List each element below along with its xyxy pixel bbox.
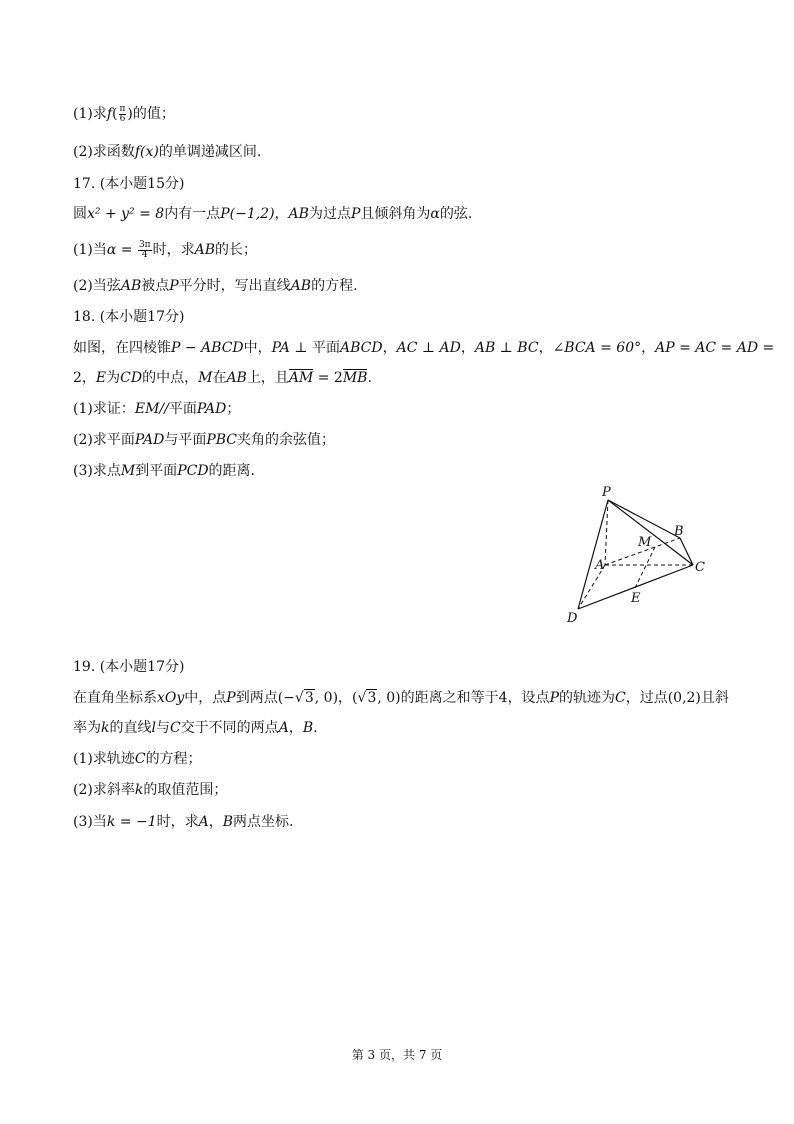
q19-l2-b2: B [302,720,314,736]
q17-circle-equation: x² + y² = 8 [87,206,165,222]
q18-l2-ab: AB [226,370,247,386]
q17-stem-f: 的弦. [439,206,473,222]
q18-part1-c: ； [226,401,241,417]
q17-stem-b: 内有一点 [164,206,221,222]
q18-part3-pcd: PCD [177,463,209,479]
q18-stem-line2 [73,368,372,388]
q17-part1-alpha: α = [106,242,137,258]
q19-l1-g: 的轨迹为 [558,690,615,706]
q18-part2-a: (2)求平面 [73,432,135,448]
q18-l1-b: 中， [243,340,272,356]
q16-part1: (1)求f( $\frac{\pi}{6}$ )的值； [73,103,175,124]
q18-l1-angle: ∠BCA = 60° [552,340,642,356]
q17-alpha: α [430,206,440,222]
q18-part2-pbc: PBC [206,432,238,448]
q18-l2-e: E [95,370,107,386]
label-a: A [595,558,605,573]
q18-l2-b: 为 [106,370,121,386]
q18-part1-pad: PAD [196,401,227,417]
q19-l1-pt2a: ( [352,690,358,706]
q17-stem [73,204,472,224]
q19-l1-c: 到两点 [235,690,278,706]
q16-part2-text: (2)求函数 [73,144,135,160]
q18-vector-am: AM [288,370,314,386]
q19-part3-a: (3)当 [73,814,107,830]
q19-part1-c: C [134,751,146,767]
q19-l1-c2: C [614,690,626,706]
edge-pb [608,500,680,538]
q19-l1-pt2b: , 0) [377,690,401,706]
q18-part2-b: 与平面 [164,432,207,448]
q16-part1-func: f [106,106,113,122]
q17-part2-b: 被点 [141,278,170,294]
q16-frac-den: 6 [119,113,126,124]
q19-l1-xoy: xOy [157,690,185,706]
q18-part2 [73,430,335,450]
label-c: C [695,560,705,575]
q19-part3-c: ， [208,814,223,830]
q19-part3-k: k = −1 [106,814,157,830]
q18-l2-g: . [367,370,372,386]
q17-point-p: P(−1,2) [220,206,275,222]
q16-part2-func: f(x) [134,144,159,160]
q18-part3-c: 的距离. [208,463,255,479]
q19-l2-l: l [151,720,156,736]
q18-l1-e: ， [460,340,475,356]
q18-l2-m: M [198,370,213,386]
q18-part3 [73,461,255,481]
q16-part2 [73,142,261,162]
q19-part1 [73,749,202,769]
q19-part2-k: k [134,782,144,798]
pyramid-figure [555,480,715,630]
q18-vector-mb: MB [342,370,368,386]
q18-header: 18. (本小题17分) [73,309,185,325]
q19-l2-a2: A [278,720,289,736]
q19-l2-e: ， [288,720,303,736]
q19-l1-f: ，设点 [507,690,550,706]
q19-l1-p: P [226,690,236,706]
q17-chord-ab: AB [288,206,309,222]
q18-l1-f: ， [538,340,553,356]
q17-part1-a: (1)当 [73,242,107,258]
q17-stem-e: 且倾斜角为 [360,206,431,222]
q18-part1-a: (1)求证： [73,401,135,417]
q18-part2-c: 夹角的余弦值； [237,432,336,448]
q18-part1-b: 平面 [168,401,197,417]
label-p: P [602,485,611,500]
q19-l1-a: 在直角坐标系 [73,690,157,706]
q19-part1-b: 的方程； [145,751,202,767]
q18-l2-cd: CD [120,370,143,386]
q17-frac-den: 4 [141,249,148,260]
q19-stem-line1: 在直角坐标系xOy中，点P到两点(−√3, 0)，(√3, 0)的距离之和等于4，设点P的轨迹为C，过点(0,2)且斜 [73,690,729,706]
edge-pd [578,500,608,609]
q19-l1-e: 的距离之和等于 [400,690,499,706]
q19-l1-pt1b: , 0) [314,690,339,706]
q18-l1-ab-perp-bc: AB ⊥ BC [474,340,539,356]
q18-part1 [73,399,240,419]
q19-l1-h: ，过点 [625,690,668,706]
q18-l2-c: 的中点， [142,370,199,386]
q19-l1-b: 中，点 [184,690,227,706]
q19-l1-sqrt3b: 3 [367,690,377,706]
q17-part1-fraction [138,241,152,260]
q19-part1-a: (1)求轨迹 [73,751,135,767]
q17-part2-d: 的方程. [311,278,358,294]
q18-l2-a: 2， [73,370,96,386]
q18-l1-a: 如图，在四棱锥 [73,340,171,356]
q18-l2-f: 上，且 [246,370,289,386]
q17-part1 [73,240,257,260]
q17-part1-b: 时，求 [152,242,195,258]
q19-l2-k: k [101,720,110,736]
q16-part1-text: (1)求 [73,106,107,122]
edge-bc [680,538,693,565]
q17-part1-c: 的长； [215,242,257,258]
q19-part3-b2: B [222,814,234,830]
page-footer: 第 3 页，共 7 页 [351,1048,443,1062]
label-m: M [638,535,652,550]
q17-point-p2: P [350,206,361,222]
q17-part2-a: (2)当弦 [73,278,121,294]
q19-l1-p2: P [549,690,559,706]
q19-l1-sqrt3: 3 [304,690,314,706]
q19-part2 [73,780,227,800]
q19-l1-i: 且斜 [700,690,729,706]
q18-part3-a: (3)求点 [73,463,121,479]
q19-part3 [73,812,293,832]
q17-part2-ab: AB [120,278,142,294]
q17-part2 [73,276,358,296]
q18-part3-b: 到平面 [135,463,178,479]
q19-l1-four: 4 [498,690,508,706]
q19-l2-c2: C [169,720,181,736]
q16-part2-suffix: 的单调递减区间. [158,144,262,160]
q19-l2-c: 与 [155,720,170,736]
q19-header: 19. (本小题17分) [73,659,185,675]
q18-l1-ac-perp-ad: AC ⊥ AD [396,340,461,356]
q18-l1-pyramid: P − ABCD [171,340,244,356]
q19-part3-b: 时，求 [156,814,199,830]
q17-part1-ab: AB [194,242,215,258]
q18-stem-line1 [73,338,774,358]
q19-stem-line2 [73,718,318,738]
q17-stem-d: 为过点 [308,206,351,222]
q18-l1-d: ， [382,340,397,356]
q18-l1-lengths: AP = AC = AD = [655,340,775,356]
q19-l2-f: . [313,720,318,736]
label-d: D [567,611,578,626]
q17-part2-ab2: AB [290,278,312,294]
q17-stem-a: 圆 [73,206,87,222]
q19-l1-pt1a: (− [277,690,295,706]
q18-part1-em: EM// [134,401,169,417]
q16-part1-suffix: 的值； [132,106,175,122]
q17-frac-num: 3π [138,239,151,250]
q17-stem-c: ， [274,206,289,222]
q16-part1-fraction [119,105,127,124]
q18-l1-c: ⊥ 平面 [289,340,340,356]
q19-part2-a: (2)求斜率 [73,782,135,798]
q19-l1-d: ， [338,690,353,706]
q19-part2-b: 的取值范围； [143,782,228,798]
q19-l2-d: 交于不同的两点 [180,720,279,736]
q18-l1-abcd: ABCD [339,340,383,356]
q18-l2-d: 在 [212,370,227,386]
label-b: B [674,524,684,539]
q17-part2-c: 平分时，写出直线 [178,278,291,294]
q18-l1-g: ， [641,340,656,356]
q18-l2-eq: = 2 [313,370,343,386]
q16-frac-num: π [119,103,126,114]
q17-part2-p: P [169,278,179,294]
q18-part2-pad: PAD [134,432,165,448]
q19-part3-a2: A [198,814,209,830]
q18-l1-pa: PA [271,340,290,356]
q17-header: 17. (本小题15分) [73,176,185,192]
q19-l2-b: 的直线 [109,720,152,736]
q19-l1-pt3: (0,2) [667,690,701,706]
q18-part3-m: M [120,463,136,479]
q19-part3-d: 两点坐标. [233,814,294,830]
label-e: E [631,591,641,606]
q19-l2-a: 率为 [73,720,101,736]
